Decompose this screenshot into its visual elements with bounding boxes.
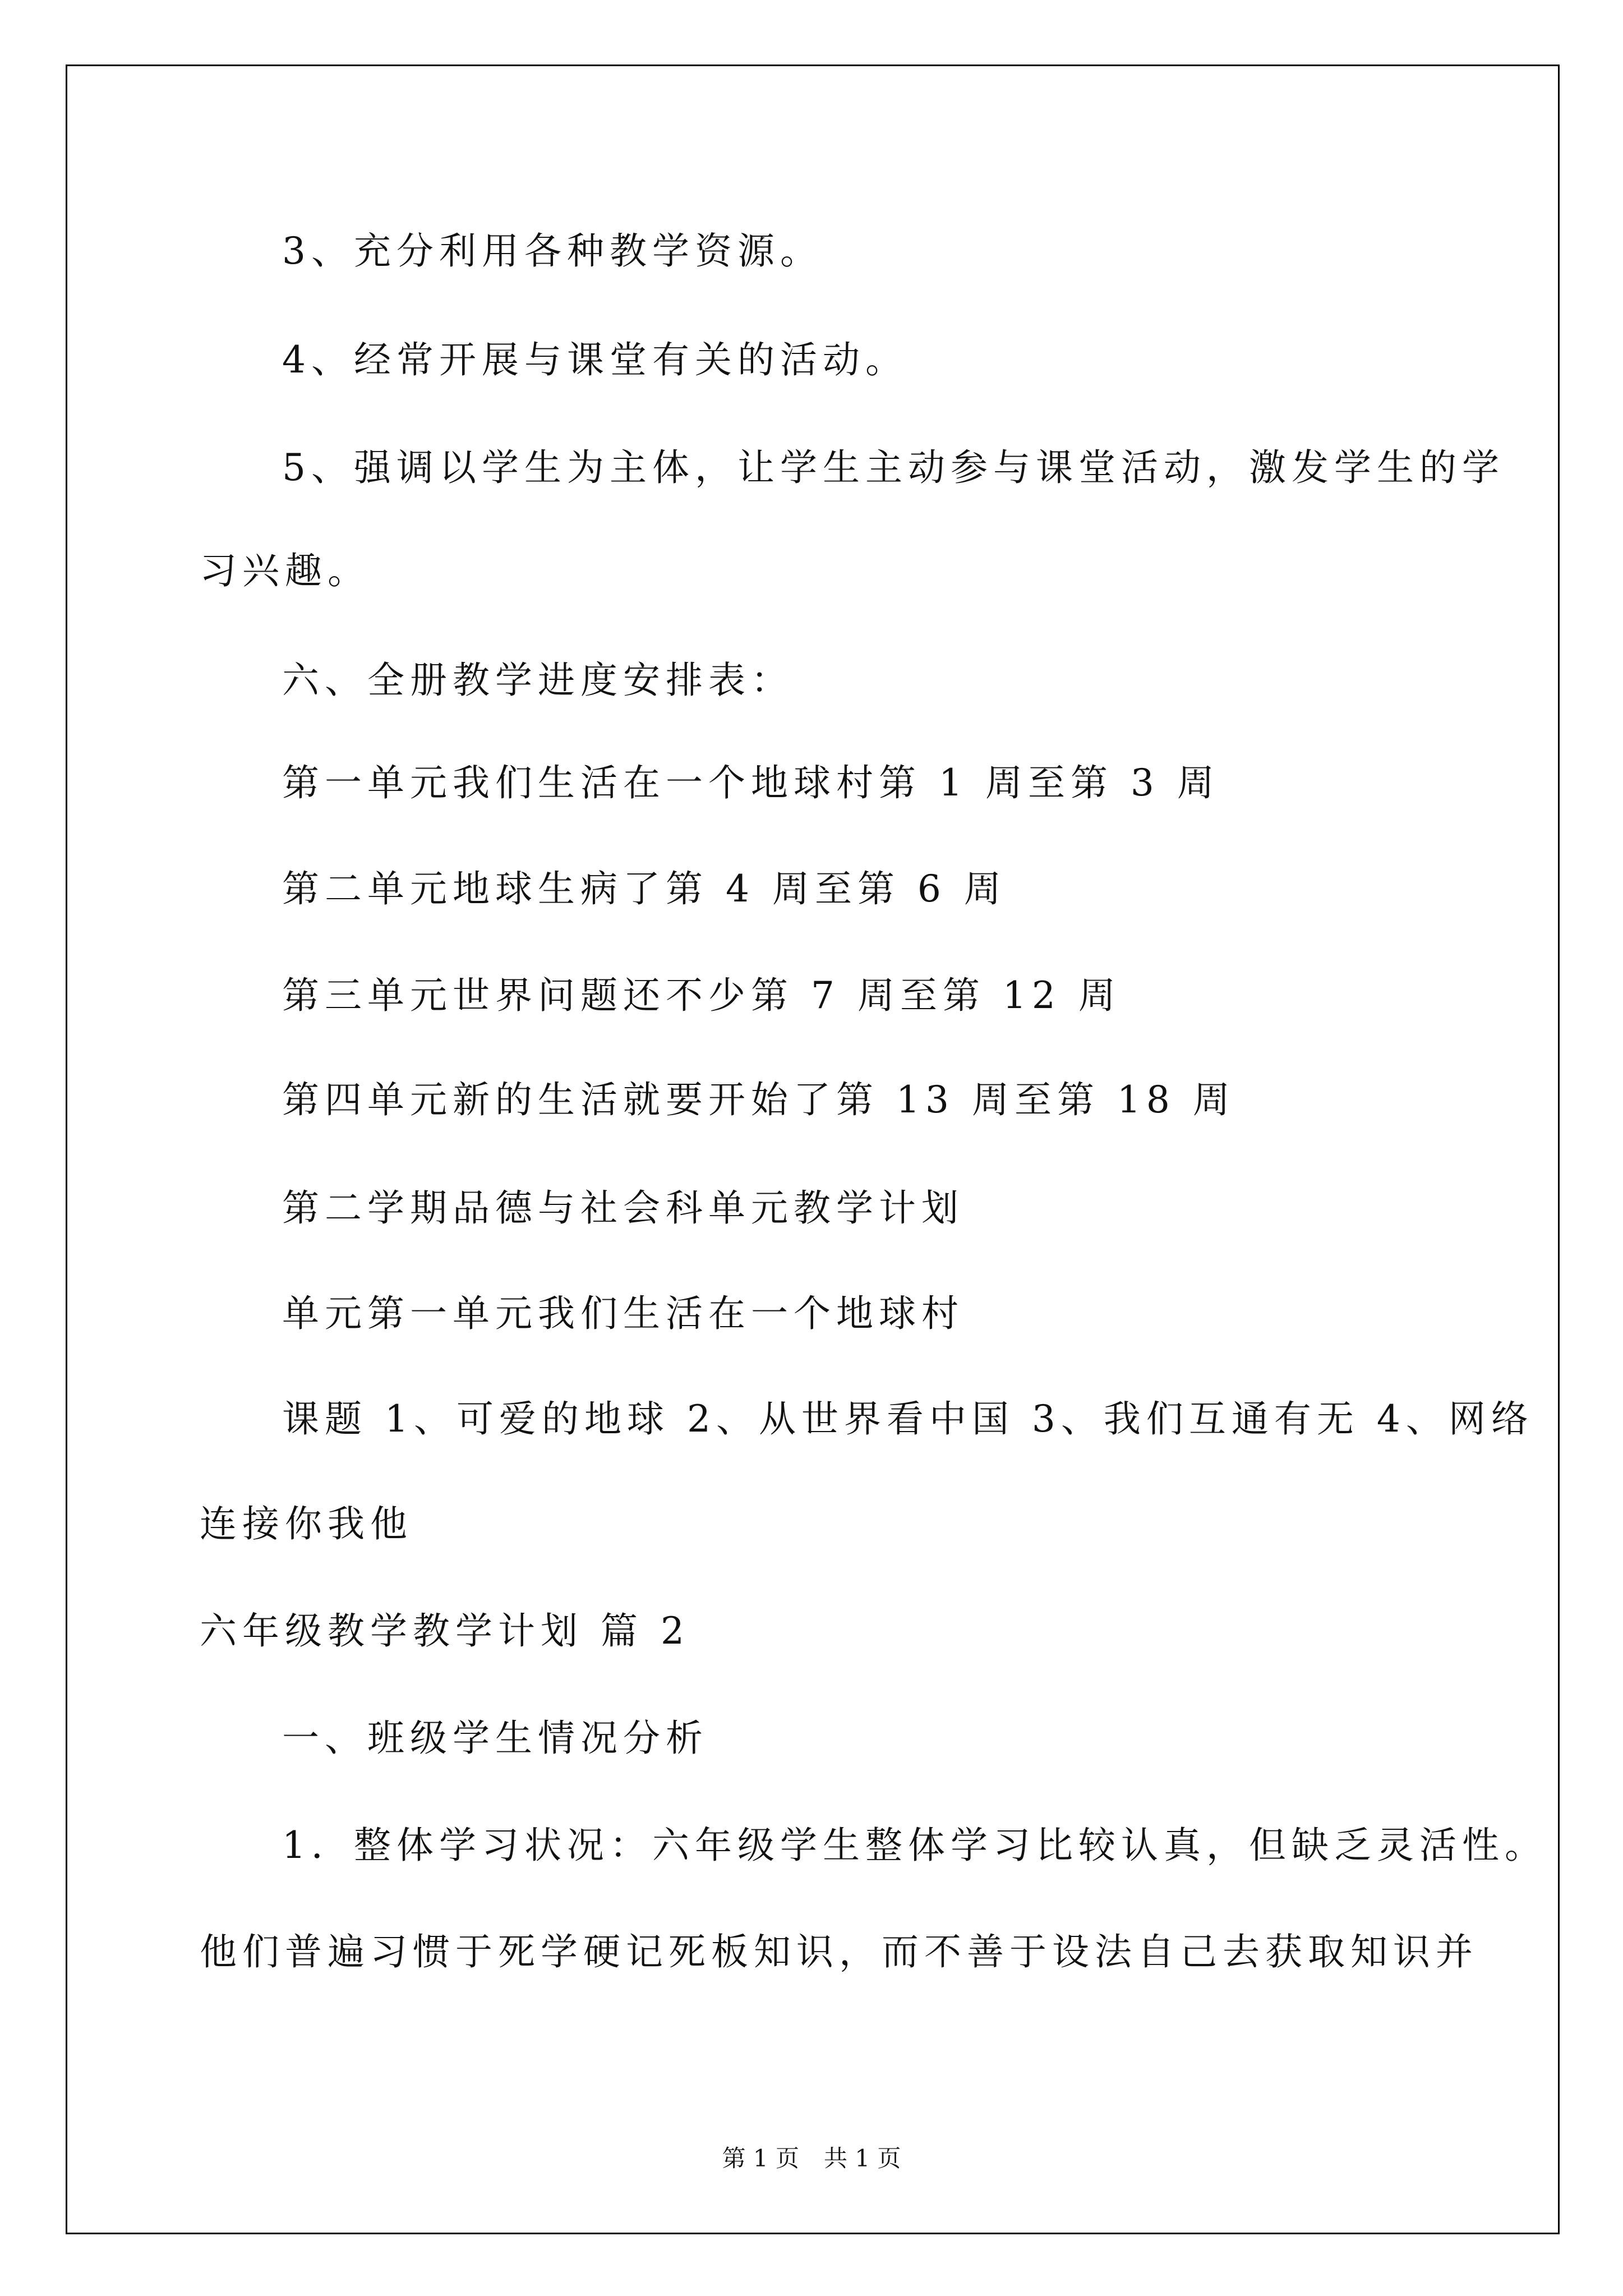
page-border (66, 65, 1560, 2234)
paragraph-line: 第四单元新的生活就要开始了第 13 周至第 18 周 (282, 1078, 1235, 1121)
paragraph-line: 第一单元我们生活在一个地球村第 1 周至第 3 周 (282, 761, 1220, 804)
paragraph-line: 第三单元世界问题还不少第 7 周至第 12 周 (282, 974, 1121, 1017)
paragraph-line: 连接你我他 (200, 1502, 413, 1545)
paragraph-line: 他们普遍习惯于死学硬记死板知识，而不善于设法自己去获取知识并 (200, 1930, 1478, 1973)
page-total: 共 1 页 (824, 2145, 901, 2172)
paragraph-line: 第二单元地球生病了第 4 周至第 6 周 (282, 867, 1007, 910)
paragraph-line: 一、班级学生情况分析 (282, 1717, 708, 1760)
paragraph-line: 六、全册教学进度安排表： (282, 659, 794, 702)
page-number: 第 1 页 (722, 2145, 799, 2172)
paragraph-line: 1．整体学习状况：六年级学生整体学习比较认真，但缺乏灵活性。 (282, 1824, 1547, 1867)
paragraph-line: 第二学期品德与社会科单元教学计划 (282, 1186, 964, 1230)
paragraph-line: 3、充分利用各种教学资源。 (282, 229, 823, 273)
paragraph-line: 4、经常开展与课堂有关的活动。 (282, 338, 908, 381)
paragraph-line: 课题 1、可爱的地球 2、从世界看中国 3、我们互通有无 4、网络 (282, 1397, 1534, 1441)
paragraph-line: 5、强调以学生为主体，让学生主动参与课堂活动，激发学生的学 (282, 446, 1505, 489)
paragraph-line: 单元第一单元我们生活在一个地球村 (282, 1292, 964, 1335)
paragraph-line: 习兴趣。 (200, 549, 370, 592)
page-footer (0, 2142, 1623, 2175)
section-heading: 六年级教学教学计划 篇 2 (200, 1609, 690, 1653)
